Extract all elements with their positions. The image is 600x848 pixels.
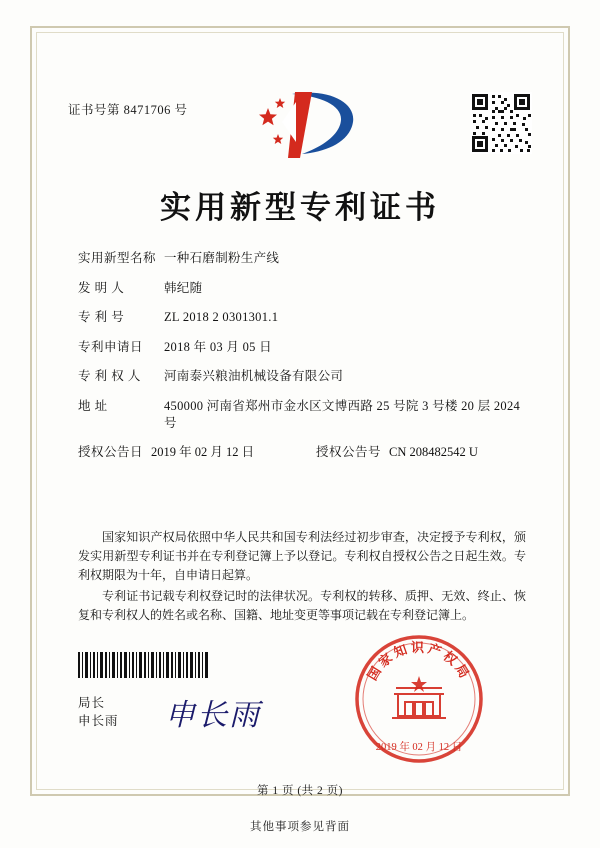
grant-date-value: 2019 年 02 月 12 日 [151,445,255,459]
director-name: 申长雨 [78,714,119,728]
page-number: 第 1 页 (共 2 页) [256,785,344,797]
director-label: 局长 [78,696,106,710]
field-label: 实用新型名称 [78,251,157,265]
qr-code-icon [470,92,532,154]
field-row-patentee [78,368,526,385]
cnipa-logo-icon [240,86,360,164]
field-list [78,250,526,474]
director-title [78,694,119,730]
field-value: 2018 年 03 月 05 日 [164,339,272,354]
field-label: 地 址 [78,398,108,413]
grant-number-label: 授权公告号 [316,445,382,459]
official-seal [352,632,486,766]
field-label: 专利申请日 [78,339,144,354]
field-label: 专 利 权 人 [78,369,141,383]
footer-note: 其他事项参见背面 [250,821,350,833]
certificate-number: 证书号第 8471706 号 [68,103,188,117]
field-row-address [78,398,526,432]
field-row-application-date [78,339,526,356]
field-value: 河南泰兴粮油机械设备有限公司 [164,369,344,383]
field-value: 一种石磨制粉生产线 [164,251,280,265]
field-row-name [78,250,526,267]
field-label: 专 利 号 [78,310,125,324]
grant-number-value: CN 208482542 U [389,445,478,459]
legal-text [78,528,526,627]
field-value: 韩纪随 [164,280,203,295]
field-row-grant [78,444,526,461]
paragraph-2: 专利证书记载专利权登记时的法律状况。专利权的转移、质押、无效、终止、恢复和专利权人的姓名或名称、国籍、地址变更等事项记载在专利登记簿上。 [78,589,526,622]
field-row-patent-number [78,309,526,326]
barcode-icon [78,652,210,678]
paragraph-1: 国家知识产权局依照中华人民共和国专利法经过初步审查，决定授予专利权，颁发实用新型专利证书并在专利登记簿上予以登记。专利权自授权公告之日起生效。专利权期限为十年，自申请日起算。 [78,530,526,582]
handwritten-signature [165,690,325,734]
field-value: ZL 2018 2 0301301.1 [164,310,279,324]
grant-date-label: 授权公告日 [78,445,144,459]
field-value: 450000 河南省郑州市金水区文博西路 25 号院 3 号楼 20 层 2024 号 [164,398,521,430]
page-title: 实用新型专利证书 [160,190,440,225]
seal-date-text: 2019 年 02 月 12 日 [375,742,463,753]
signature-text: 申长雨 [165,699,261,732]
field-row-inventor [78,280,526,297]
field-label: 发 明 人 [78,280,125,295]
seal-top-text: 国家知识产权局 [364,640,474,683]
